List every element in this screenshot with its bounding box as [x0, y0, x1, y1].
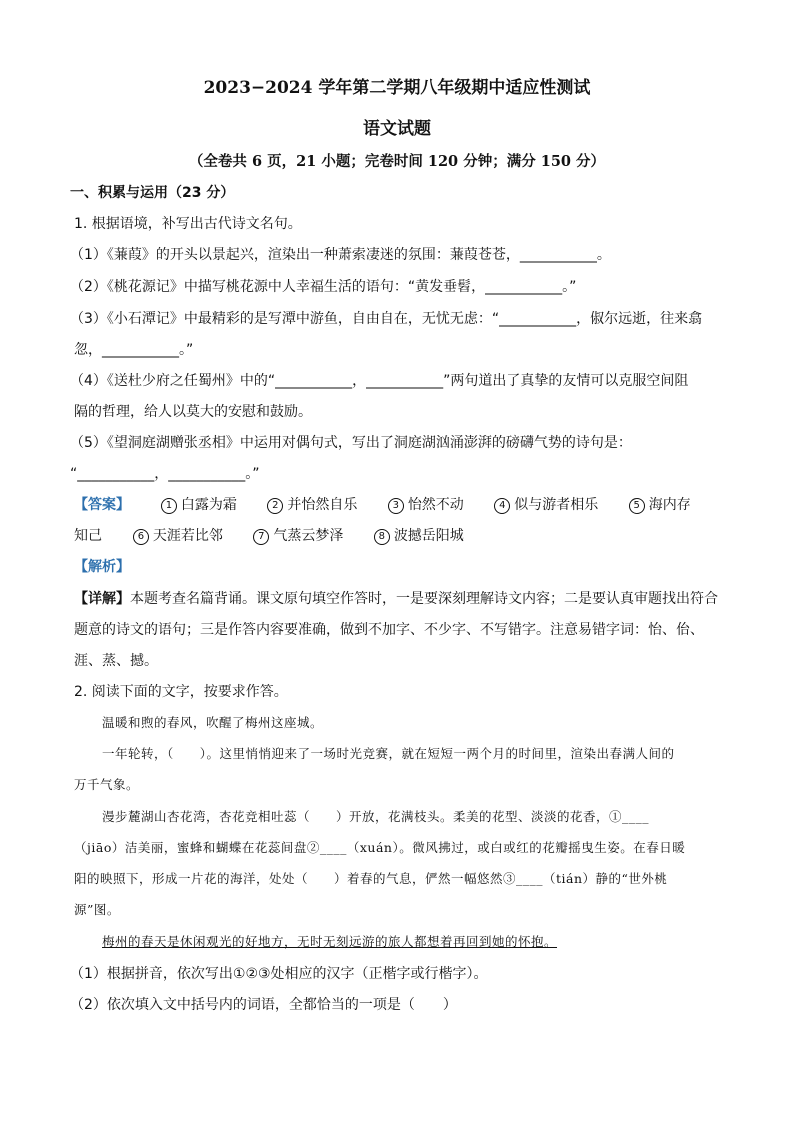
- answer-line-1: [74, 494, 691, 514]
- answer-item: 2 并怡然自乐: [267, 494, 357, 514]
- passage-line: 万千气象。: [74, 777, 140, 792]
- section-heading: 一、积累与运用（23 分）: [70, 185, 235, 201]
- answer-item: 8 波撼岳阳城: [374, 525, 464, 545]
- exam-title: 2023−2024 学年第二学期八年级期中适应性测试: [203, 78, 591, 98]
- passage-line: （jiāo）洁美丽，蜜蜂和蝴蝶在花蕊间盘②____（xuán）。微风拂过，或白或红的花瓣摇曳生姿。在春日暖: [74, 840, 686, 855]
- passage-line: 源”图。: [74, 902, 120, 917]
- exam-info: （全卷共 6 页，21 小题；完卷时间 120 分钟；满分 150 分）: [188, 153, 606, 170]
- q2-sub-1: （1）根据拼音，依次写出①②③处相应的汉字（正楷字或行楷字）。: [70, 966, 488, 982]
- passage-underlined-sentence: 梅州的春天是休闲观光的好地方，无时无刻远游的旅人都想着再回到她的怀抱。: [102, 934, 558, 949]
- q1-item-1: （1）《蒹葭》的开头以景起兴，渲染出一种萧索凄迷的氛围：蒹葭苍苍，___________。: [70, 247, 611, 263]
- detail-line-3: 涯、蒸、撼。: [74, 653, 158, 669]
- detail-tag: 【详解】: [74, 591, 130, 607]
- q1-item-2: （2）《桃花源记》中描写桃花源中人幸福生活的语句：“黄发垂髫，___________。”: [70, 279, 577, 295]
- exam-subtitle: 语文试题: [363, 119, 431, 139]
- passage-line: 一年轮转，（ ）。这里悄悄迎来了一场时光竞赛，就在短短一两个月的时间里，渲染出春满人间的: [102, 746, 675, 761]
- detail-line-2: 题意的诗文的语句；三是作答内容要准确，做到不加字、不少字、不写错字。注意易错字词：怡、佁、: [74, 622, 704, 638]
- answer-item: 4 似与游者相乐: [494, 494, 598, 514]
- answer-item: 3 怡然不动: [388, 494, 464, 514]
- q1-item-5: （5）《望洞庭湖赠张丞相》中运用对偶句式，写出了洞庭湖汹涌澎湃的磅礴气势的诗句是：: [70, 435, 632, 451]
- passage-line: 漫步麓湖山杏花湾，杏花竞相吐蕊（ ）开放，花满枝头。柔美的花型、淡淡的花香，①____: [102, 809, 650, 824]
- q1-item-4-cont: 隔的哲理，给人以莫大的安慰和鼓励。: [74, 404, 312, 420]
- q1-item-5-cont: “___________，___________。”: [70, 466, 260, 482]
- answer-item: 6 天涯若比邻: [133, 525, 223, 545]
- analysis-tag: 【解析】: [74, 559, 130, 575]
- question-1-stem: 1. 根据语境，补写出古代诗文名句。: [74, 216, 302, 232]
- answer-item: 7 气蒸云梦泽: [253, 525, 343, 545]
- answer-item: 5 海内存: [629, 494, 691, 514]
- q1-item-3: （3）《小石潭记》中最精彩的是写潭中游鱼，自由自在，无忧无虑：“___________，俶尔远逝，往来翕: [70, 311, 703, 327]
- answer-tag: 【答案】: [74, 497, 130, 513]
- answer-line-2: 知己 6 天涯若比邻 7 气蒸云梦泽 8 波撼岳阳城: [74, 525, 490, 545]
- question-2-stem: 2. 阅读下面的文字，按要求作答。: [74, 684, 288, 700]
- q1-item-3-cont: 忽，___________。”: [74, 342, 194, 358]
- passage-line: 温暖和煦的春风，吹醒了梅州这座城。: [102, 715, 324, 730]
- q1-item-4: （4）《送杜少府之任蜀州》中的“___________，___________”两句道出了真挚的友情可以克服空间阻: [70, 373, 689, 389]
- q2-sub-2: （2）依次填入文中括号内的词语，全都恰当的一项是（ ）: [70, 997, 457, 1013]
- passage-line: 阳的映照下，形成一片花的海洋，处处（ ）着春的气息，俨然一幅悠然③____（tián）静的“世外桃: [74, 871, 668, 886]
- detail-line-1: 【详解】本题考查名篇背诵。课文原句填空作答时，一是要深刻理解诗文内容；二是要认真审题找出符合: [74, 591, 718, 607]
- answer-item: 1 白露为霜: [161, 494, 237, 514]
